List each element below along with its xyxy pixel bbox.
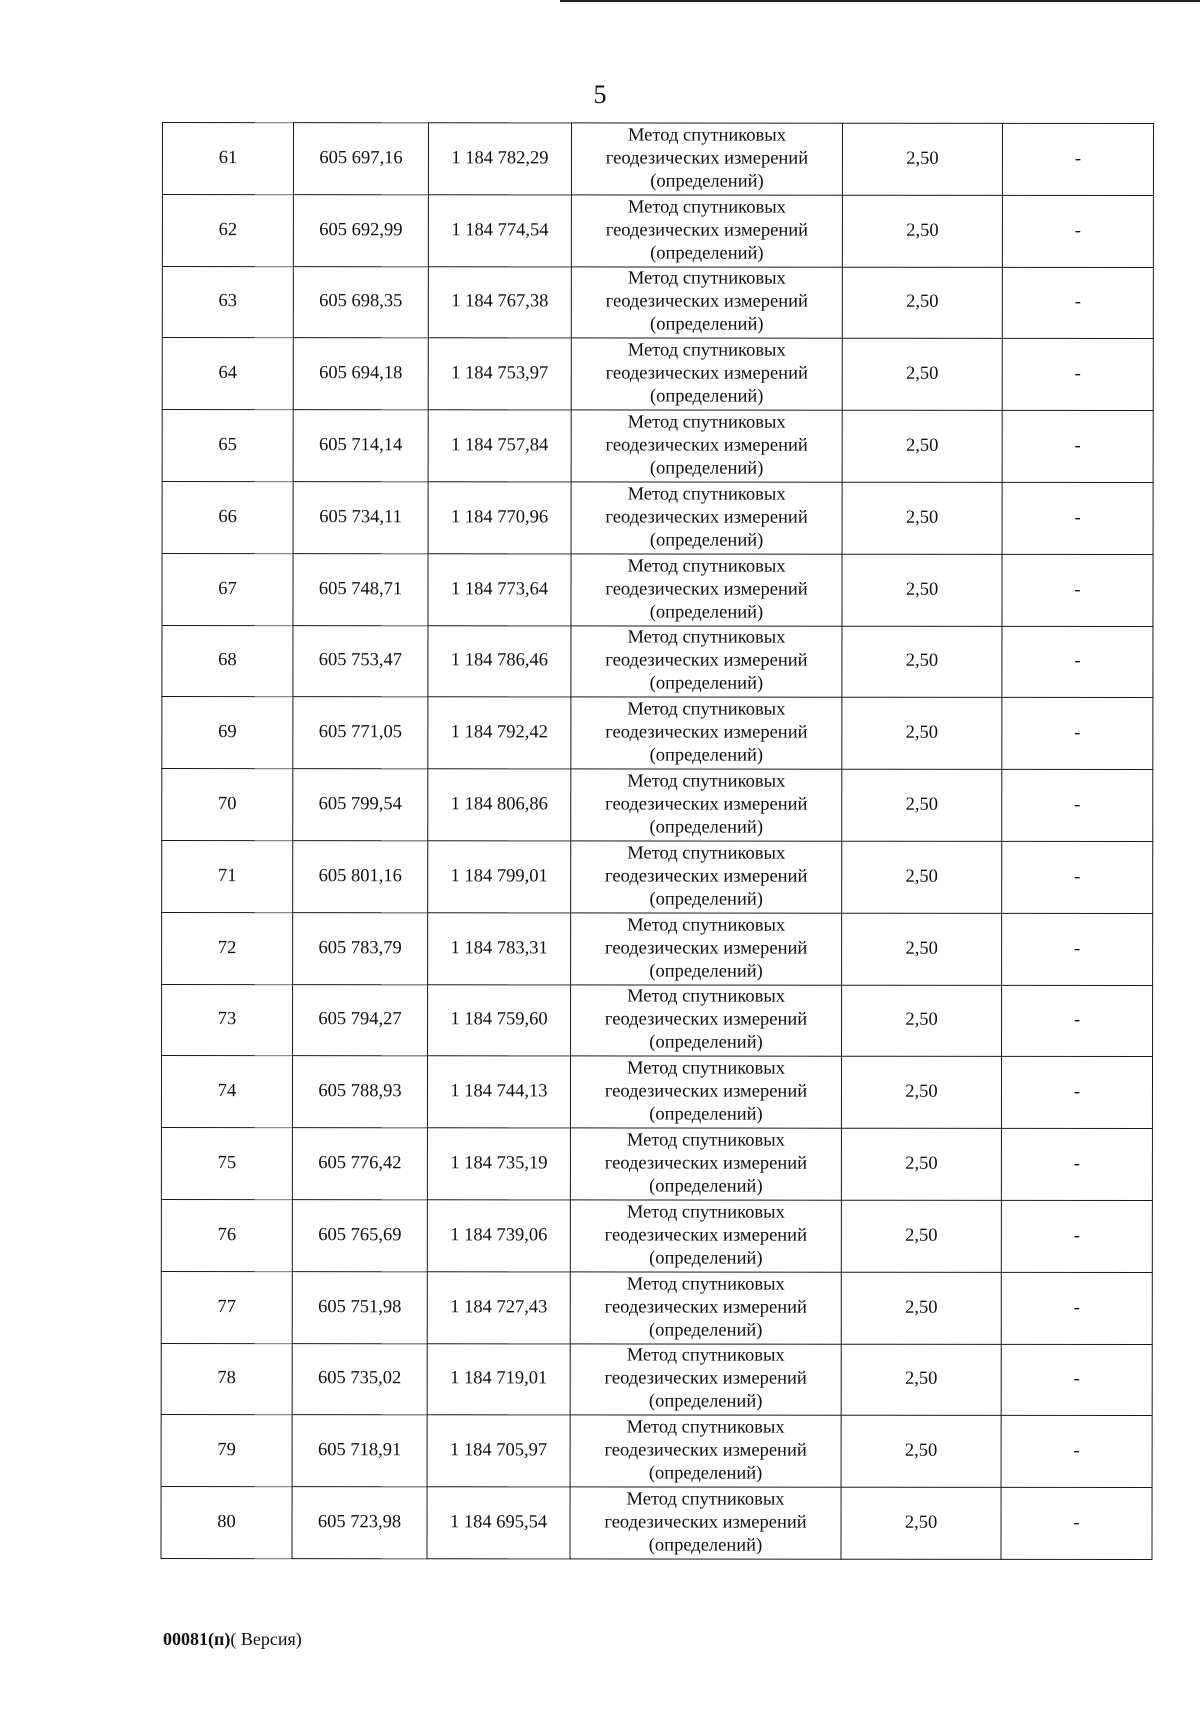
note-cell: - — [1001, 1200, 1152, 1272]
note-cell: - — [1001, 1344, 1152, 1416]
table-row — [161, 1271, 1152, 1344]
x-coordinate-cell: 605 751,98 — [292, 1271, 427, 1343]
method-line: (определений) — [649, 1176, 763, 1197]
point-number-cell: 75 — [161, 1128, 292, 1200]
method-cell — [571, 338, 842, 410]
accuracy-cell: 2,50 — [842, 698, 1002, 770]
y-coordinate-cell: 1 184 773,64 — [428, 554, 571, 626]
method-line: (определений) — [648, 1391, 763, 1413]
note-cell: - — [1002, 554, 1153, 626]
y-coordinate-cell: 1 184 739,06 — [427, 1200, 570, 1272]
method-line: (определений) — [648, 1535, 763, 1556]
point-number-cell: 69 — [162, 697, 293, 769]
method-line: геодезических измерений — [604, 1297, 807, 1318]
method-line: Метод спутниковых — [627, 268, 786, 290]
y-coordinate-cell: 1 184 770,96 — [428, 482, 571, 554]
note-cell: - — [1002, 482, 1153, 554]
y-coordinate-cell: 1 184 799,01 — [428, 841, 571, 913]
form-code: 00081(п) — [163, 1629, 231, 1649]
x-coordinate-cell: 605 771,05 — [293, 697, 428, 769]
method-line: геодезических измерений — [604, 1009, 808, 1031]
x-coordinate-cell: 605 799,54 — [293, 769, 428, 841]
x-coordinate-cell: 605 783,79 — [293, 912, 428, 984]
accuracy-cell: 2,50 — [842, 123, 1002, 195]
accuracy-cell: 2,50 — [841, 1487, 1001, 1559]
note-cell: - — [1002, 698, 1153, 770]
method-cell — [570, 1200, 841, 1272]
y-coordinate-cell: 1 184 744,13 — [427, 1056, 570, 1128]
point-number-cell: 76 — [161, 1199, 292, 1271]
method-cell — [570, 1272, 841, 1344]
note-cell: - — [1002, 339, 1153, 411]
method-line: Метод спутниковых — [627, 915, 786, 936]
x-coordinate-cell: 605 718,91 — [292, 1415, 427, 1487]
method-line: (определений) — [649, 458, 764, 479]
method-cell — [570, 1487, 841, 1559]
method-cell — [571, 984, 842, 1056]
method-cell — [571, 410, 842, 482]
method-line: (определений) — [648, 1463, 763, 1484]
method-line: Метод спутниковых — [627, 986, 786, 1008]
y-coordinate-cell: 1 184 786,46 — [428, 625, 571, 697]
point-number-cell: 66 — [162, 481, 293, 553]
method-line: Метод спутниковых — [626, 1274, 785, 1295]
note-cell: - — [1001, 1129, 1152, 1201]
form-version: ( Версия) — [230, 1629, 302, 1649]
method-line: геодезических измерений — [605, 507, 808, 528]
method-cell — [571, 841, 842, 913]
method-line: геодезических измерений — [605, 363, 808, 384]
point-number-cell: 61 — [162, 123, 293, 195]
table-row — [162, 840, 1153, 913]
table-row — [162, 984, 1153, 1057]
x-coordinate-cell: 605 753,47 — [293, 625, 428, 697]
table-row — [162, 912, 1153, 985]
method-cell — [570, 1343, 841, 1415]
point-number-cell: 78 — [161, 1343, 292, 1415]
y-coordinate-cell: 1 184 759,60 — [428, 984, 571, 1056]
x-coordinate-cell: 605 801,16 — [293, 841, 428, 913]
note-cell: - — [1002, 626, 1153, 698]
method-line: геодезических измерений — [604, 1440, 807, 1461]
method-line: (определений) — [649, 530, 764, 551]
method-line: (определений) — [649, 1104, 763, 1125]
method-line: геодезических измерений — [605, 148, 809, 169]
accuracy-cell: 2,50 — [842, 267, 1002, 339]
method-cell — [571, 697, 842, 769]
accuracy-cell: 2,50 — [842, 841, 1002, 913]
method-cell — [571, 123, 842, 195]
y-coordinate-cell: 1 184 792,42 — [428, 697, 571, 769]
method-cell — [570, 1415, 841, 1487]
method-line: геодезических измерений — [604, 1368, 807, 1390]
method-line: Метод спутниковых — [627, 125, 786, 146]
method-line: Метод спутниковых — [626, 1130, 785, 1151]
method-line: геодезических измерений — [605, 220, 809, 241]
point-number-cell: 79 — [161, 1415, 292, 1487]
method-line: Метод спутниковых — [626, 1345, 785, 1367]
x-coordinate-cell: 605 698,35 — [293, 266, 428, 338]
method-line: Метод спутниковых — [627, 771, 786, 792]
accuracy-cell: 2,50 — [842, 482, 1002, 554]
y-coordinate-cell: 1 184 757,84 — [428, 410, 571, 482]
note-cell: - — [1001, 1416, 1152, 1488]
coordinates-table-body — [161, 123, 1154, 1560]
note-cell: - — [1002, 913, 1153, 985]
top-edge-rule — [560, 0, 1200, 2]
method-line: (определений) — [649, 1032, 763, 1054]
method-line: (определений) — [649, 745, 764, 766]
point-number-cell: 70 — [162, 769, 293, 841]
point-number-cell: 80 — [161, 1487, 292, 1559]
method-cell — [571, 769, 842, 841]
note-cell: - — [1002, 123, 1153, 195]
x-coordinate-cell: 605 788,93 — [292, 1056, 427, 1128]
table-row — [162, 625, 1153, 698]
point-number-cell: 72 — [162, 912, 293, 984]
y-coordinate-cell: 1 184 806,86 — [428, 769, 571, 841]
y-coordinate-cell: 1 184 782,29 — [428, 123, 571, 195]
y-coordinate-cell: 1 184 753,97 — [428, 338, 571, 410]
point-number-cell: 73 — [162, 984, 293, 1056]
table-row — [162, 123, 1153, 196]
accuracy-cell: 2,50 — [841, 1128, 1001, 1200]
method-cell — [571, 554, 842, 626]
accuracy-cell: 2,50 — [842, 913, 1002, 985]
point-number-cell: 62 — [162, 194, 293, 266]
method-line: геодезических измерений — [605, 579, 808, 600]
y-coordinate-cell: 1 184 727,43 — [427, 1272, 570, 1344]
method-line: Метод спутниковых — [627, 340, 786, 361]
x-coordinate-cell: 605 765,69 — [292, 1200, 427, 1272]
note-cell: - — [1002, 267, 1153, 339]
method-line: Метод спутниковых — [627, 197, 786, 218]
page-number: 5 — [593, 80, 607, 109]
y-coordinate-cell: 1 184 695,54 — [427, 1487, 570, 1559]
method-line: геодезических измерений — [605, 435, 808, 456]
point-number-cell: 63 — [162, 266, 293, 338]
accuracy-cell: 2,50 — [841, 1344, 1001, 1416]
method-line: Метод спутниковых — [627, 412, 786, 433]
note-cell: - — [1001, 1057, 1152, 1129]
note-cell: - — [1002, 841, 1153, 913]
y-coordinate-cell: 1 184 705,97 — [427, 1415, 570, 1487]
table-row — [161, 1487, 1152, 1560]
x-coordinate-cell: 605 692,99 — [293, 194, 428, 266]
accuracy-cell: 2,50 — [842, 339, 1002, 411]
method-line: геодезических измерений — [605, 794, 808, 815]
method-line: геодезических измерений — [605, 650, 808, 672]
accuracy-cell: 2,50 — [842, 985, 1002, 1057]
point-number-cell: 74 — [161, 1056, 292, 1128]
table-row — [162, 481, 1153, 554]
method-line: Метод спутниковых — [626, 1417, 785, 1438]
method-line: (определений) — [648, 1320, 763, 1341]
table-row — [161, 1056, 1152, 1129]
x-coordinate-cell: 605 748,71 — [293, 553, 428, 625]
method-line: (определений) — [649, 817, 764, 838]
point-number-cell: 67 — [162, 553, 293, 625]
method-line: (определений) — [649, 602, 764, 623]
point-number-cell: 68 — [162, 625, 293, 697]
accuracy-cell: 2,50 — [841, 1272, 1001, 1344]
point-number-cell: 71 — [162, 840, 293, 912]
x-coordinate-cell: 605 734,11 — [293, 482, 428, 554]
accuracy-cell: 2,50 — [842, 626, 1002, 698]
note-cell: - — [1002, 770, 1153, 842]
form-code-footer — [163, 1628, 302, 1650]
method-line: Метод спутниковых — [627, 699, 786, 720]
method-line: (определений) — [650, 243, 764, 264]
table-row — [162, 697, 1153, 770]
x-coordinate-cell: 605 735,02 — [292, 1343, 427, 1415]
accuracy-cell: 2,50 — [841, 1416, 1001, 1488]
method-line: геодезических измерений — [604, 1512, 807, 1533]
method-line: Метод спутниковых — [627, 556, 786, 577]
method-cell — [571, 913, 842, 985]
method-cell — [571, 626, 842, 698]
method-cell — [571, 267, 842, 339]
y-coordinate-cell: 1 184 767,38 — [428, 266, 571, 338]
method-line: геодезических измерений — [604, 1153, 808, 1174]
method-line: Метод спутниковых — [627, 484, 786, 505]
method-cell — [570, 1056, 841, 1128]
table-row — [161, 1199, 1152, 1272]
method-line: геодезических измерений — [604, 1225, 808, 1246]
table-row — [162, 194, 1153, 267]
table-row — [161, 1343, 1152, 1416]
method-line: (определений) — [649, 1248, 763, 1269]
method-cell — [571, 482, 842, 554]
point-number-cell: 77 — [161, 1271, 292, 1343]
y-coordinate-cell: 1 184 774,54 — [428, 195, 571, 267]
method-line: геодезических измерений — [605, 291, 808, 313]
table-row — [162, 266, 1153, 339]
note-cell: - — [1002, 411, 1153, 483]
table-row — [161, 1128, 1152, 1201]
point-number-cell: 65 — [162, 410, 293, 482]
method-line: геодезических измерений — [605, 722, 808, 743]
x-coordinate-cell: 605 694,18 — [293, 338, 428, 410]
accuracy-cell: 2,50 — [842, 195, 1002, 267]
method-line: (определений) — [649, 889, 763, 910]
method-line: Метод спутниковых — [626, 1489, 785, 1510]
accuracy-cell: 2,50 — [841, 1057, 1001, 1129]
table-row — [162, 410, 1153, 483]
table-row — [162, 553, 1153, 626]
method-cell — [570, 1128, 841, 1200]
note-cell: - — [1001, 1272, 1152, 1344]
accuracy-cell: 2,50 — [842, 769, 1002, 841]
y-coordinate-cell: 1 184 735,19 — [427, 1128, 570, 1200]
accuracy-cell: 2,50 — [842, 410, 1002, 482]
method-line: (определений) — [649, 673, 764, 695]
coordinates-table — [160, 122, 1154, 1560]
accuracy-cell: 2,50 — [842, 554, 1002, 626]
table-row — [162, 338, 1153, 411]
method-line: (определений) — [650, 314, 764, 336]
note-cell: - — [1002, 195, 1153, 267]
x-coordinate-cell: 605 776,42 — [292, 1128, 427, 1200]
method-line: геодезических измерений — [604, 1081, 808, 1102]
method-line: (определений) — [650, 171, 764, 192]
y-coordinate-cell: 1 184 719,01 — [427, 1343, 570, 1415]
method-line: Метод спутниковых — [627, 627, 786, 649]
method-line: (определений) — [649, 386, 764, 407]
x-coordinate-cell: 605 697,16 — [293, 123, 428, 195]
table-row — [162, 769, 1153, 842]
x-coordinate-cell: 605 794,27 — [293, 984, 428, 1056]
method-line: Метод спутниковых — [626, 1058, 786, 1079]
x-coordinate-cell: 605 723,98 — [292, 1487, 427, 1559]
method-cell — [571, 195, 842, 267]
x-coordinate-cell: 605 714,14 — [293, 410, 428, 482]
note-cell: - — [1002, 985, 1153, 1057]
note-cell: - — [1001, 1488, 1152, 1560]
table-row — [161, 1415, 1152, 1488]
method-line: Метод спутниковых — [626, 1202, 785, 1223]
method-line: (определений) — [649, 961, 763, 982]
method-line: Метод спутниковых — [627, 843, 786, 864]
method-line: геодезических измерений — [605, 866, 808, 887]
method-line: геодезических измерений — [604, 938, 808, 959]
y-coordinate-cell: 1 184 783,31 — [428, 913, 571, 985]
point-number-cell: 64 — [162, 338, 293, 410]
accuracy-cell: 2,50 — [841, 1200, 1001, 1272]
